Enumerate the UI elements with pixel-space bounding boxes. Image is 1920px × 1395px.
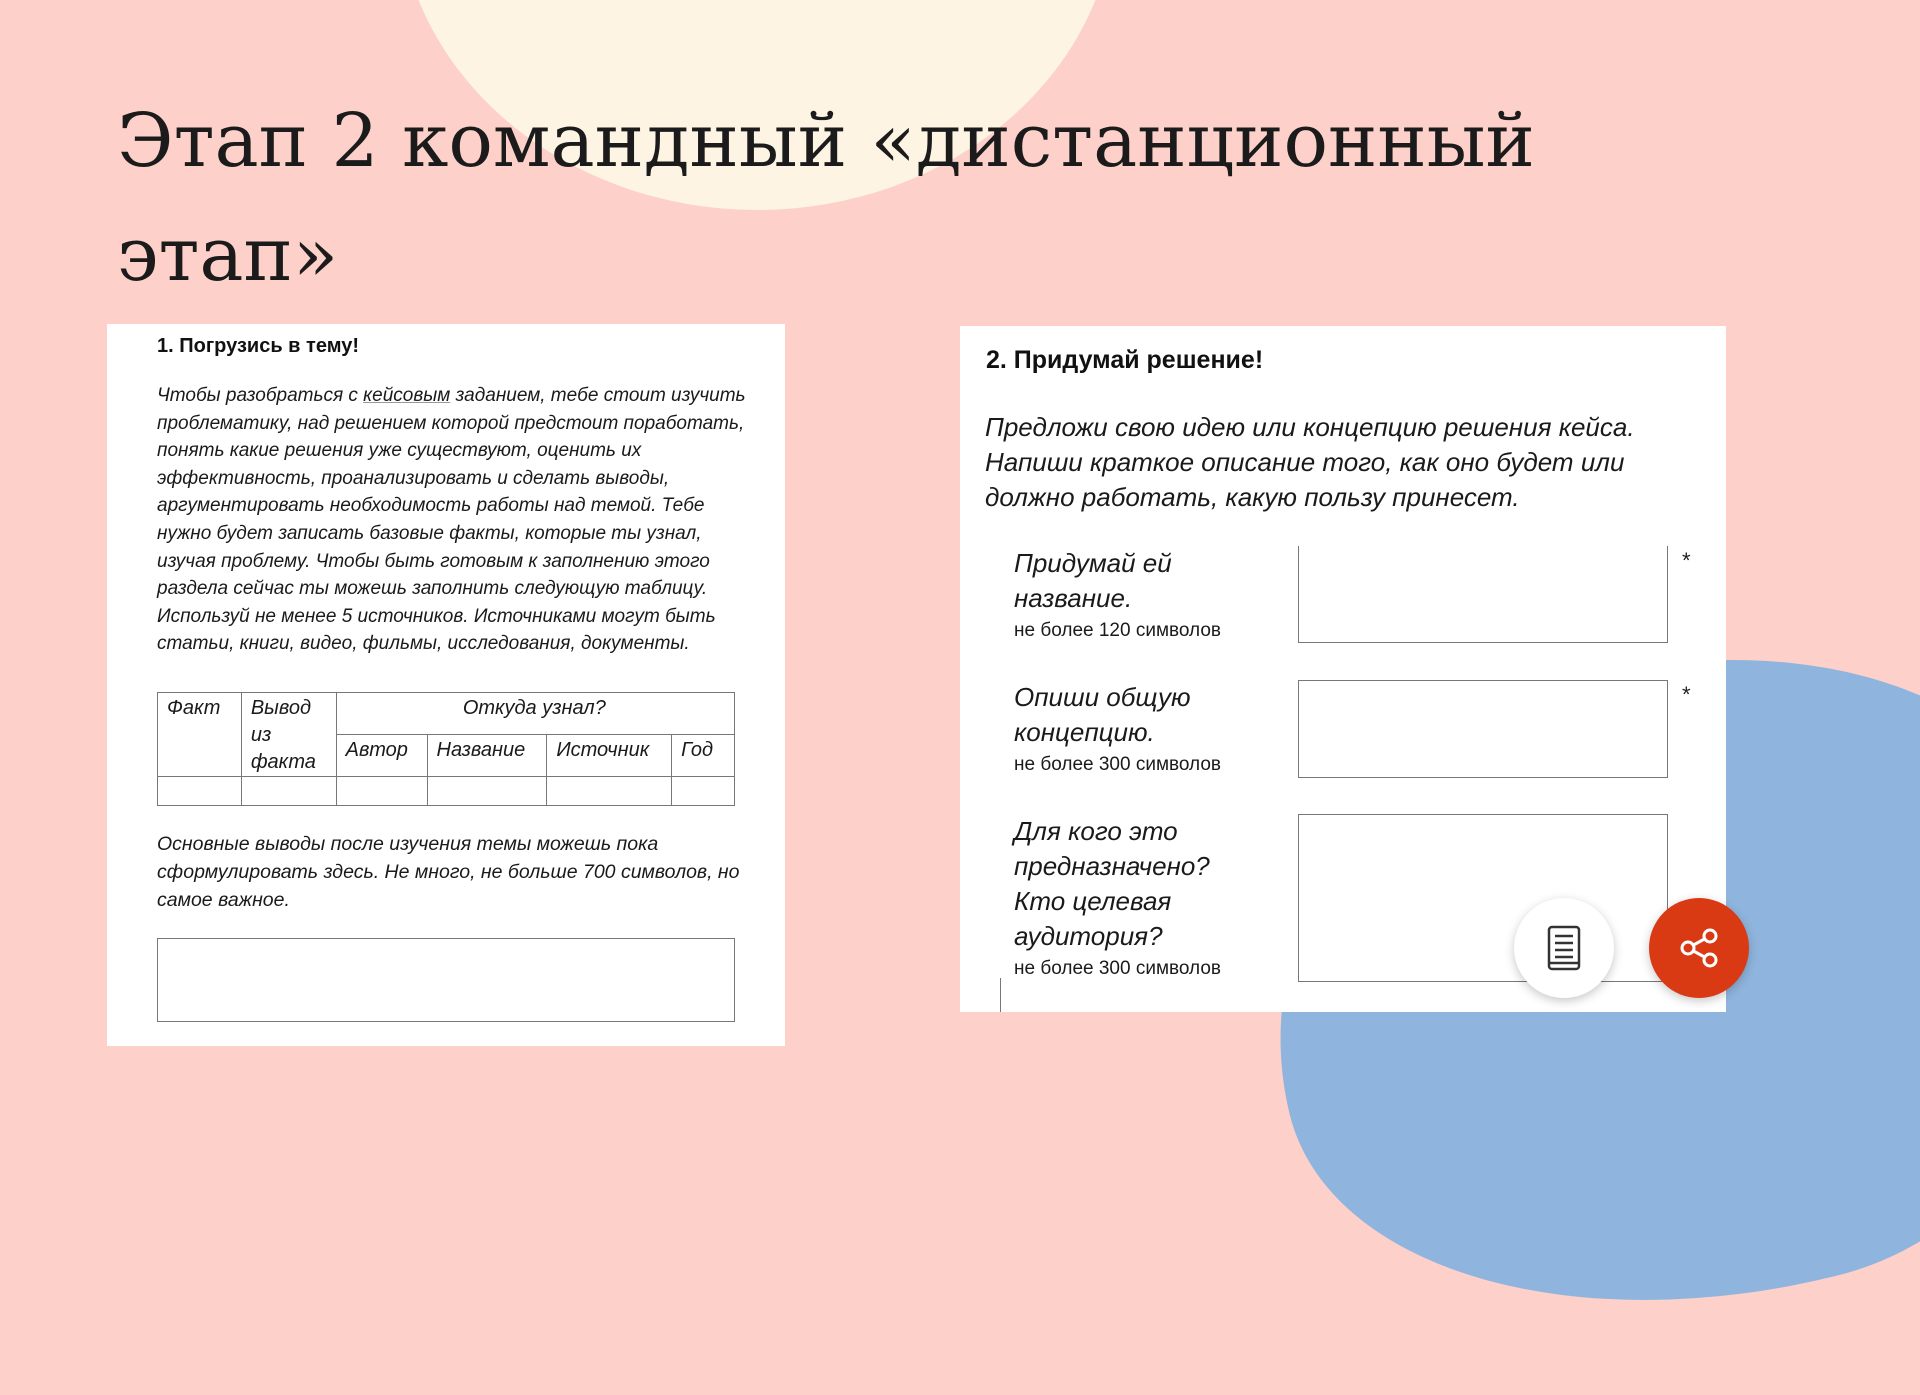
right-form-screenshot [960,326,1726,1012]
intro-paragraph [157,382,747,658]
left-form-screenshot [107,324,785,1046]
table-cell[interactable] [158,777,242,806]
section-title-immerse: 1. Погрузись в тему! [157,335,360,357]
table-header-year: Год [672,735,735,777]
table-cell[interactable] [241,777,336,806]
required-marker: * [1682,548,1691,573]
required-marker: * [1682,682,1691,707]
question-label: Опиши общую концепцию. [1014,682,1191,747]
question-hint: не более 300 символов [1014,754,1222,775]
table-cell[interactable] [336,777,427,806]
question-hint: не более 300 символов [1014,958,1222,979]
table-cell[interactable] [427,777,547,806]
conclusions-paragraph: Основные выводы после изучения темы можешь пока сформулировать здесь. Не много, не больше 700 символов, но самое важное. [157,833,740,911]
intro-text-start: Чтобы разобраться с [157,385,364,406]
section-title-solution: 2. Придумай решение! [986,346,1264,374]
table-header-source: Источник [547,735,672,777]
question-audience [1014,814,1264,981]
solution-intro: Предложи свою идею или концепцию решения кейса. Напиши краткое описание того, как оно будет или должно работать, какую пользу принесет. [985,412,1635,512]
table-header-name: Название [427,735,547,777]
table-row [158,777,735,806]
table-header-conclusion: Вывод из факта [241,693,336,777]
question-label: Придумай ей название. [1014,548,1172,613]
document-button[interactable] [1514,898,1614,998]
slide-title: Этап 2 командный «дистанционный этап» [117,98,1535,298]
question-name [1014,546,1264,643]
question-label: Для кого это предназначено? Кто целевая аудитория? [1014,816,1210,951]
question-concept [1014,680,1264,777]
table-cell[interactable] [672,777,735,806]
share-icon [1675,924,1723,972]
intro-text-rest: заданием, тебе стоит изучить проблематику, над решением которой предстоит поработать, понять какие решения уже существуют, оценить их эффективность, проанализировать и сделать выводы, аргументировать необходимость работы над темой. Тебе нужно будет записать базовые факты, которые ты узнал, изучая проблему. Чтобы быть готовым к заполнению этого раздела сейчас ты можешь заполнить следующую таблицу. Используй не менее 5 источников. Источниками могут быть статьи, книги, видео, фильмы, исследования, документы. [157,385,746,655]
name-input[interactable] [1298,546,1668,643]
concept-input[interactable] [1298,680,1668,778]
facts-table [157,692,735,806]
document-icon [1547,925,1581,971]
share-button[interactable] [1649,898,1749,998]
divider-line [1000,978,1001,1012]
table-header-fact: Факт [158,693,242,777]
table-header-author: Автор [336,735,427,777]
intro-keyword: кейсовым [363,385,451,406]
conclusions-input[interactable] [157,938,735,1022]
question-hint: не более 120 символов [1014,620,1222,641]
table-header-source-group: Откуда узнал? [336,693,734,735]
table-cell[interactable] [547,777,672,806]
